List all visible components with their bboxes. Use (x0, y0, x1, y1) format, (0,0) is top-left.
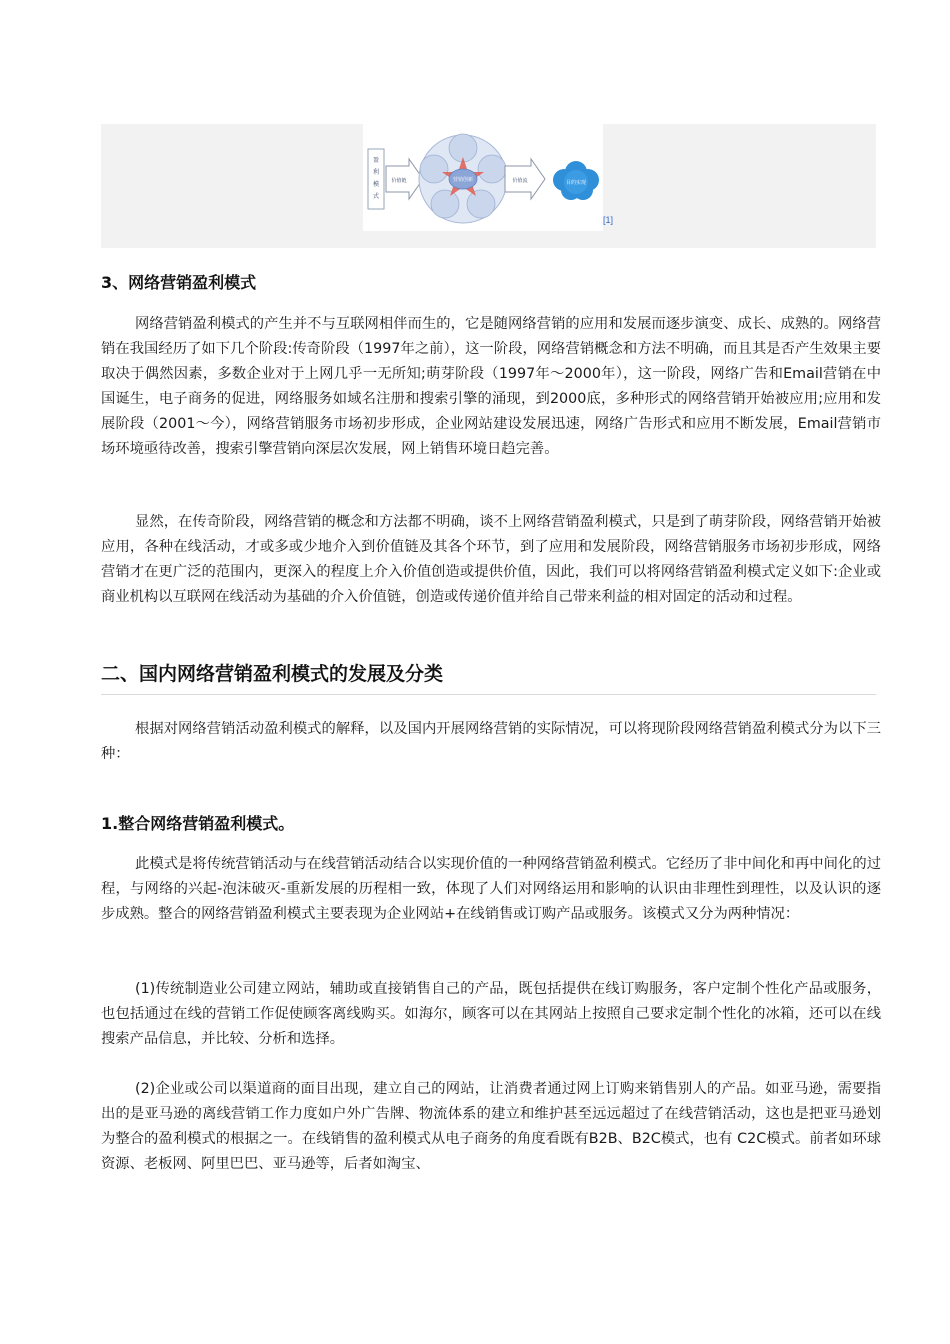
subsection1-paragraph-1: 此模式是将传统营销活动与在线营销活动结合以实现价值的一种网络营销盈利模式。它经历了非中间化和再中间化的过程，与网络的兴起-泡沫破灭-重新发展的历程相一致，体现了人们对网络运用和影响的认识由非理性到理性，以及认识的逐步成熟。整合的网络营销盈利模式主要表现为企业网站+在线销售或订购产品或服务。该模式又分为两种情况： (101, 856, 881, 922)
arrow-right-label: 价值流 (512, 178, 528, 184)
section3-paragraph-2: 显然，在传奇阶段，网络营销的概念和方法都不明确，谈不上网络营销盈利模式，只是到了萌芽阶段，网络营销开始被应用，各种在线活动，才或多或少地介入到价值链及其各个环节，到了应用和发展阶段，网络营销服务市场初步形成，网络营销才在更广泛的范围内，更深入的程度上介入价值创造或提供价值，因此，我们可以将网络营销盈利模式定义如下:企业或商业机构以互联网在线活动为基础的介入价值链，创造或传递价值并给自己带来利益的相对固定的活动和过程。 (101, 514, 881, 605)
left-label-char: 式 (372, 193, 380, 200)
left-label-char: 模 (372, 181, 380, 188)
profit-model-diagram (363, 124, 603, 231)
subsection1-paragraph-2: (1)传统制造业公司建立网站，辅助或直接销售自己的产品，既包括提供在线订购服务，客户定制个性化产品或服务，也包括通过在线的营销工作促使顾客离线购买。如海尔，顾客可以在其网站上按照自己要求定制个性化的冰箱，还可以在线搜索产品信息，并比较、分析和选择。 (101, 981, 881, 1047)
section2-intro: 根据对网络营销活动盈利模式的解释，以及国内开展网络营销的实际情况，可以将现阶段网络营销盈利模式分为以下三种： (101, 721, 881, 762)
cloud-shape (553, 161, 599, 200)
center-label: 营销创新 (452, 177, 474, 183)
cloud-label: 目的实现 (565, 180, 587, 186)
left-label-char: 盈 (372, 157, 380, 164)
figure-panel (101, 124, 876, 248)
section3-paragraph-1: 网络营销盈利模式的产生并不与互联网相伴而生的，它是随网络营销的应用和发展而逐步演变、成长、成熟的。网络营销在我国经历了如下几个阶段:传奇阶段（1997年之前），这一阶段，网络营销概念和方法不明确，而且其是否产生效果主要取决于偶然因素，多数企业对于上网几乎一无所知;萌芽阶段（1997年～2000年），这一阶段，网络广告和Email营销在中国诞生，电子商务的促进，网络服务如域名注册和搜索引擎的涌现，到2000底，多种形式的网络营销开始被应用;应用和发展阶段（2001～今），网络营销服务市场初步形成，企业网站建设发展迅速，网络广告形式和应用不断发展，Email营销市场环境亟待改善，搜索引擎营销向深层次发展，网上销售环境日趋完善。 (101, 316, 881, 457)
subsection1-paragraph-3: (2)企业或公司以渠道商的面目出现，建立自己的网站，让消费者通过网上订购来销售别人的产品。如亚马逊，需要指出的是亚马逊的离线营销工作力度如户外广告牌、物流体系的建立和维护甚至远远超过了在线营销活动，这也是把亚马逊划为整合的盈利模式的根据之一。在线销售的盈利模式从电子商务的角度看既有B2B、B2C模式，也有 C2C模式。前者如环球资源、老板网、阿里巴巴、亚马逊等，后者如淘宝、 (101, 1081, 881, 1172)
reference-link[interactable]: [1] (603, 215, 614, 225)
diagram-graphic (363, 124, 603, 231)
arrow-left-label: 价值链 (391, 178, 407, 184)
subsection1-heading: 1.整合网络营销盈利模式。 (101, 814, 295, 833)
section2-heading: 二、国内网络营销盈利模式的发展及分类 (101, 659, 876, 695)
flower-diagram (419, 134, 507, 223)
section3-heading: 3、网络营销盈利模式 (101, 273, 257, 292)
left-label-char: 利 (372, 169, 380, 176)
